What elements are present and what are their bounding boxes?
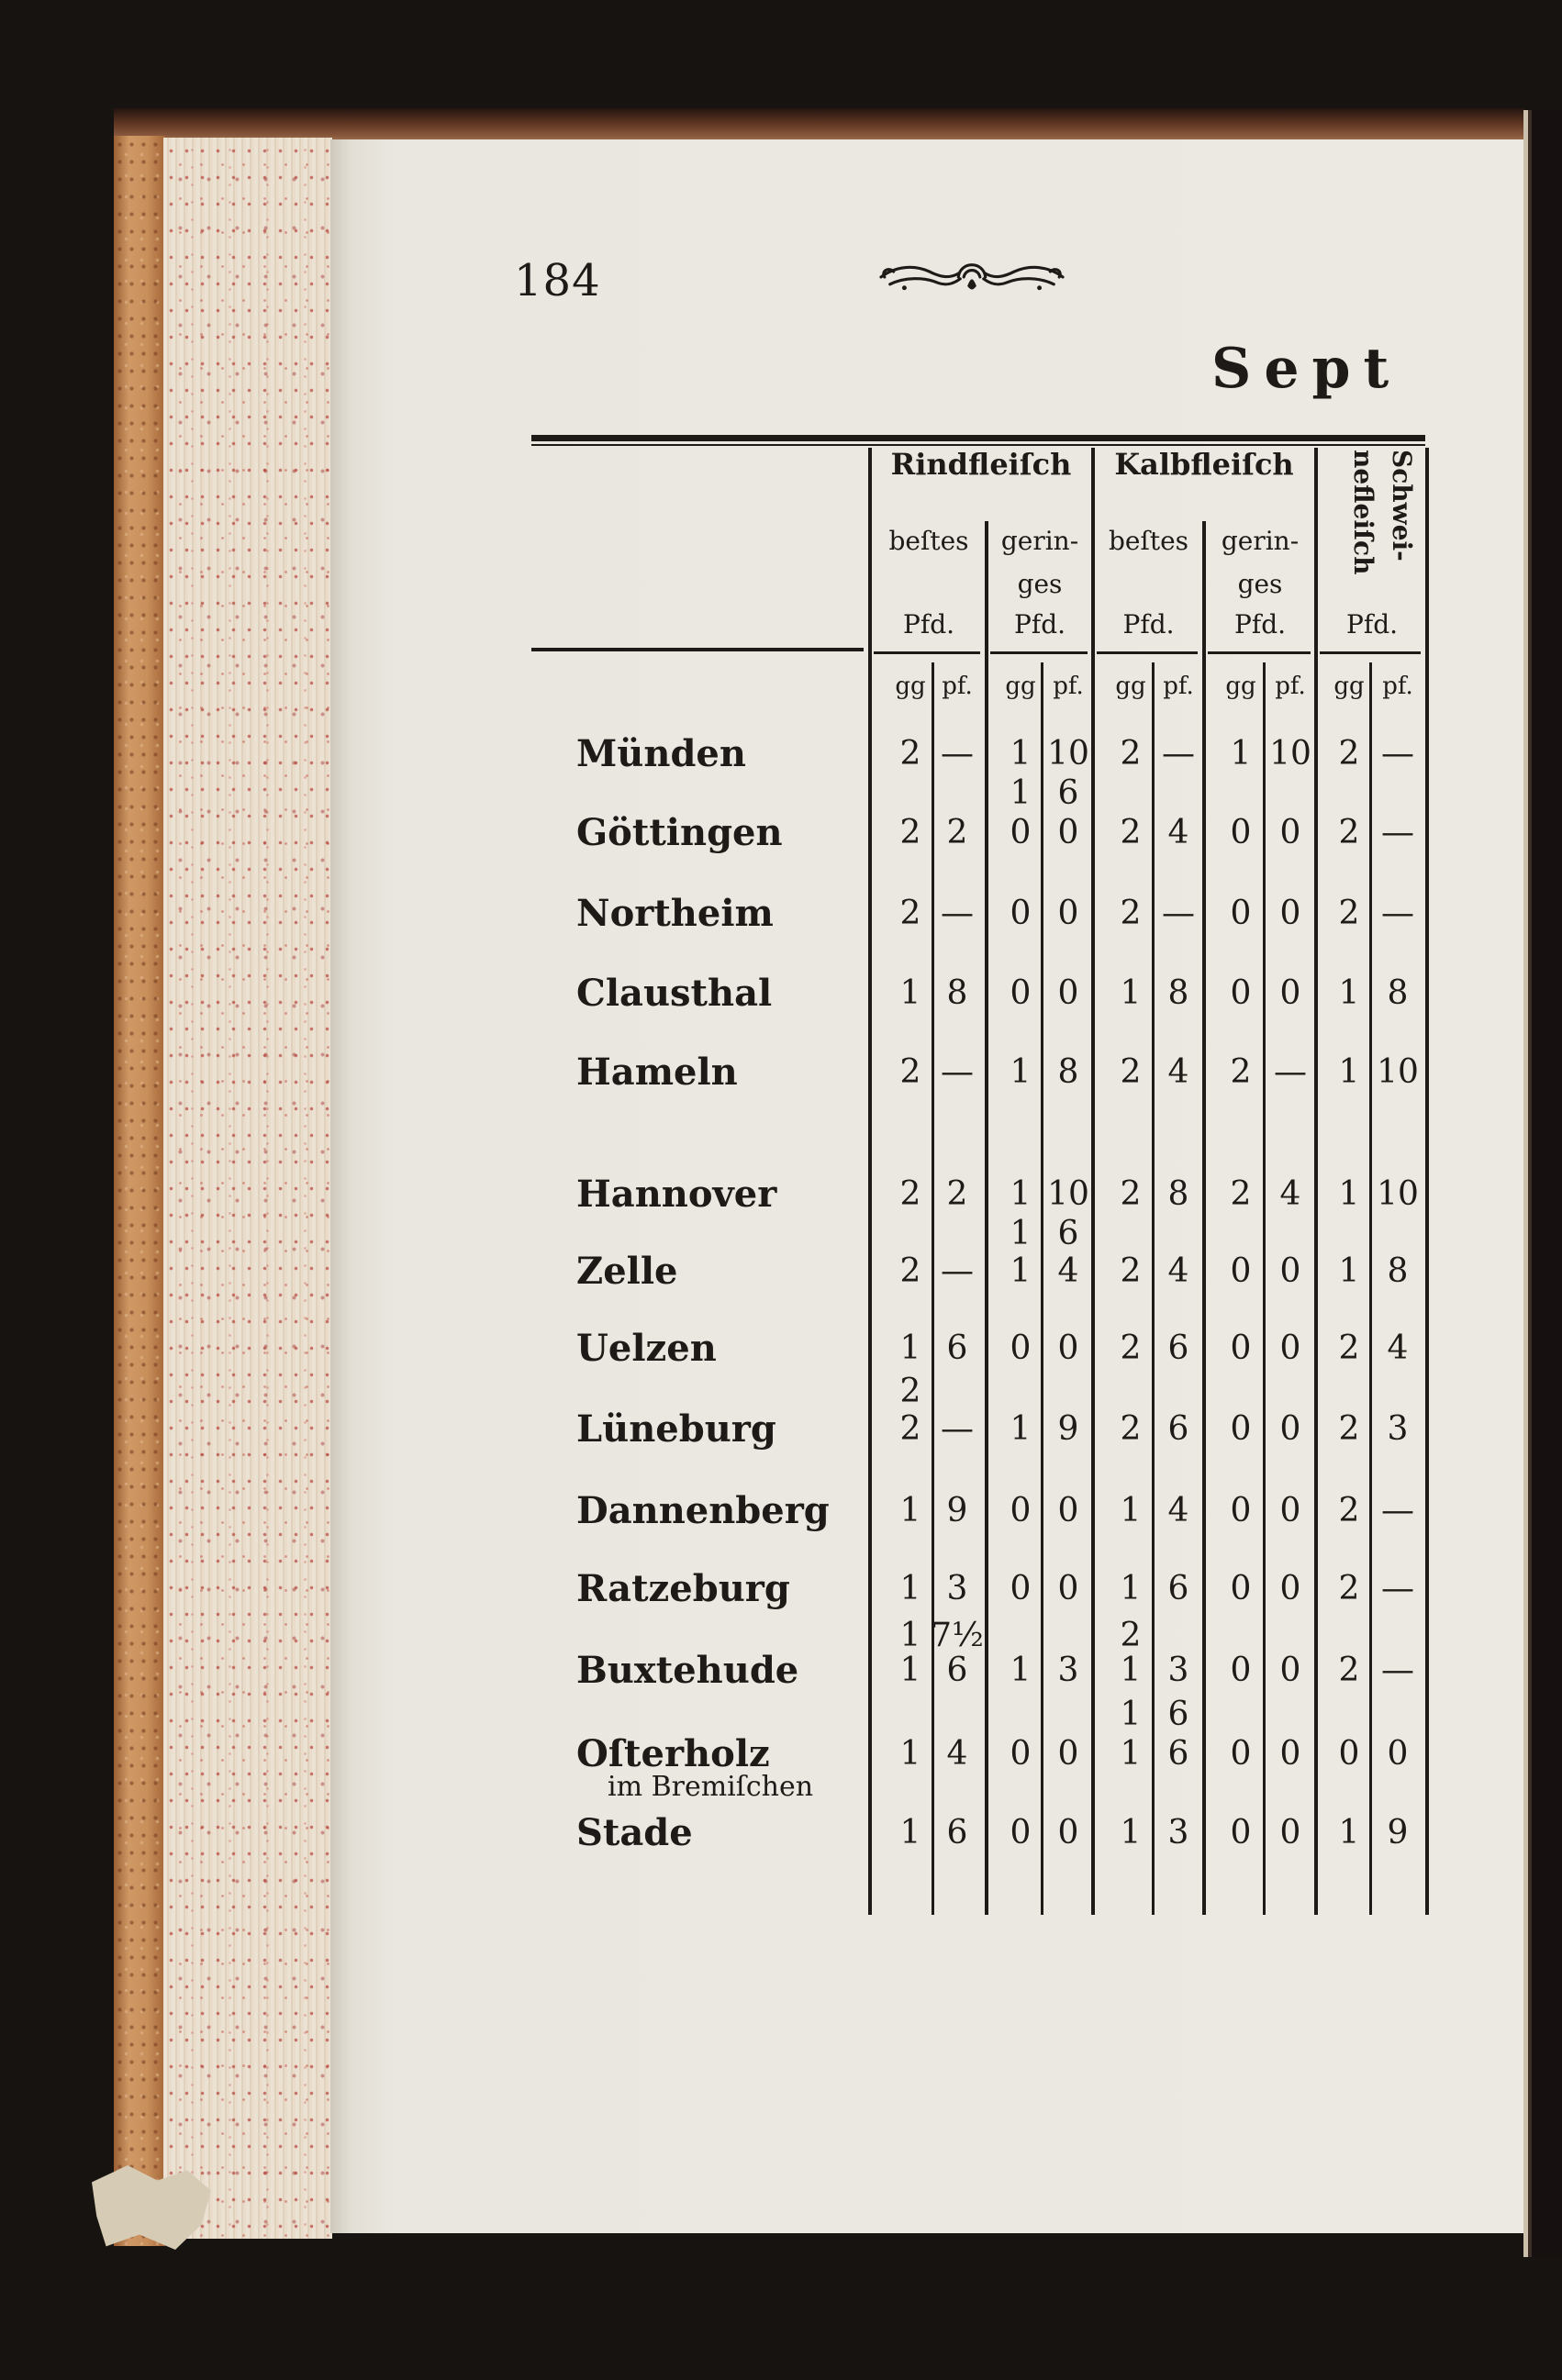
group-header-line: nefleiſch xyxy=(1348,450,1378,575)
table-row xyxy=(551,732,1432,776)
column-header-unit: Pfd. xyxy=(1122,609,1175,639)
price-gg-cell: 2 xyxy=(899,1410,921,1448)
column-header-label: gerin- xyxy=(1221,526,1300,556)
town-name: Hannover xyxy=(576,1173,777,1216)
price-pf-cell: 0 xyxy=(1057,1570,1079,1607)
price-pf-cell: 0 xyxy=(1057,1735,1079,1773)
price-gg-cell: 0 xyxy=(1010,1329,1032,1367)
town-name-note: im Bremiſchen xyxy=(608,1771,814,1803)
price-gg-cell: 2 xyxy=(899,1175,921,1213)
price-pf-cell: — xyxy=(1381,1652,1414,1689)
price-pf-cell: 0 xyxy=(1279,1329,1301,1367)
price-pf-cell: 0 xyxy=(1279,1410,1301,1448)
column-header-label-cont: ges xyxy=(1237,569,1283,599)
subunit-gg: gg xyxy=(1115,673,1146,700)
column-header-label: gerin- xyxy=(1000,526,1079,556)
town-name: Northeim xyxy=(576,892,774,935)
book-top-edge xyxy=(114,108,1525,141)
price-pf-cell: 8 xyxy=(1057,1053,1079,1091)
table-row xyxy=(551,892,1432,936)
price-pf-cell: — xyxy=(1381,735,1414,773)
header-underline xyxy=(990,651,1088,654)
price-gg-cell: 2 xyxy=(1338,735,1360,773)
price-pf-cell: 0 xyxy=(1057,974,1079,1012)
price-gg-cell: 2 xyxy=(899,1053,921,1091)
price-gg-cell: 0 xyxy=(1010,814,1032,851)
price-gg-cell: 1 xyxy=(1120,1652,1142,1689)
price-pf-cell: — xyxy=(941,735,974,773)
price-gg-cell: 1 xyxy=(1010,1652,1032,1689)
price-pf-cell: 9 xyxy=(1387,1814,1409,1852)
price-pf-cell: 3 xyxy=(946,1570,968,1607)
price-gg-cell: 1 xyxy=(1010,735,1032,773)
price-pf-cell: 0 xyxy=(1279,895,1301,932)
subunit-pf: pf. xyxy=(1382,673,1413,700)
price-gg-cell: 2 xyxy=(1120,895,1142,932)
price-gg-cell: 1 xyxy=(1010,1410,1032,1448)
price-gg-cell: 1 xyxy=(1338,1053,1360,1091)
price-gg-cell: 2 xyxy=(1338,1492,1360,1529)
subunit-pf: pf. xyxy=(1053,673,1084,700)
price-pf-cell: 10 xyxy=(1269,735,1311,773)
price-pf-cell: — xyxy=(1274,1053,1307,1091)
price-pf-cell: 6 xyxy=(1167,1696,1189,1733)
table-row xyxy=(551,1649,1432,1693)
price-gg-cell: 0 xyxy=(1230,1252,1252,1290)
table-row xyxy=(551,1327,1432,1371)
price-pf-cell: 3 xyxy=(1387,1410,1409,1448)
town-name: Buxtehude xyxy=(576,1649,799,1692)
price-pf-cell: 8 xyxy=(1387,1252,1409,1290)
price-gg-cell: 2 xyxy=(1338,814,1360,851)
price-gg-cell: 1 xyxy=(1010,1252,1032,1290)
price-gg-cell: 2 xyxy=(1120,1252,1142,1290)
price-gg-cell: 1 xyxy=(899,1814,921,1852)
price-gg-cell: 2 xyxy=(1338,895,1360,932)
running-head: Sept xyxy=(1211,337,1402,401)
price-gg-cell: 1 xyxy=(1120,1570,1142,1607)
price-gg-cell: 0 xyxy=(1010,1814,1032,1852)
page-number: 184 xyxy=(514,255,601,306)
price-gg-cell: 0 xyxy=(1230,974,1252,1012)
price-pf-cell: — xyxy=(941,1252,974,1290)
column-header-label: beſtes xyxy=(888,526,969,556)
column-header-unit: Pfd. xyxy=(1233,609,1287,639)
group-header-kalbfleisch: Kalbfleiſch xyxy=(1114,447,1294,482)
price-gg-cell: 1 xyxy=(1010,774,1032,812)
table-row xyxy=(551,1173,1432,1217)
price-gg-cell: 0 xyxy=(1230,1329,1252,1367)
price-gg-cell: 1 xyxy=(1120,974,1142,1012)
price-pf-cell: 8 xyxy=(1167,974,1189,1012)
price-pf-cell: 0 xyxy=(1279,1570,1301,1607)
price-pf-cell: 6 xyxy=(1167,1735,1189,1773)
table-row xyxy=(551,1732,1432,1803)
town-column-header-rule xyxy=(531,648,864,651)
table-row xyxy=(551,1693,1432,1737)
price-gg-cell: 0 xyxy=(1338,1735,1360,1773)
price-gg-cell: 0 xyxy=(1010,1492,1032,1529)
price-pf-cell: 0 xyxy=(1057,1492,1079,1529)
price-gg-cell: 1 xyxy=(1120,1814,1142,1852)
subunit-gg: gg xyxy=(895,673,926,700)
town-name: Münden xyxy=(576,732,746,775)
price-gg-cell: 2 xyxy=(899,895,921,932)
price-gg-cell: 0 xyxy=(1010,974,1032,1012)
printer-ornament-icon xyxy=(877,250,1066,301)
book-page-edges xyxy=(163,138,332,2239)
group-header-line: Schwei- xyxy=(1387,450,1417,562)
price-gg-cell: 1 xyxy=(1010,1175,1032,1213)
price-gg-cell: 0 xyxy=(1230,1814,1252,1852)
price-pf-cell: 2 xyxy=(946,814,968,851)
price-gg-cell: 2 xyxy=(1338,1410,1360,1448)
price-gg-cell: 2 xyxy=(1338,1652,1360,1689)
price-gg-cell: 0 xyxy=(1230,814,1252,851)
price-pf-cell: 3 xyxy=(1167,1814,1189,1852)
table-top-rule xyxy=(531,435,1425,441)
price-gg-cell: 0 xyxy=(1230,1410,1252,1448)
price-pf-cell: 0 xyxy=(1279,1492,1301,1529)
price-pf-cell: 8 xyxy=(946,974,968,1012)
price-gg-cell: 0 xyxy=(1010,1735,1032,1773)
price-pf-cell: 0 xyxy=(1387,1735,1409,1773)
price-gg-cell: 2 xyxy=(1120,1617,1142,1654)
price-pf-cell: 6 xyxy=(1057,1215,1079,1252)
price-pf-cell: — xyxy=(1381,814,1414,851)
town-name: Ratzeburg xyxy=(576,1567,790,1610)
town-name: Stade xyxy=(576,1811,693,1854)
price-pf-cell: — xyxy=(1381,895,1414,932)
price-pf-cell: 0 xyxy=(1057,1329,1079,1367)
subunit-gg: gg xyxy=(1005,673,1036,700)
price-pf-cell: 9 xyxy=(1057,1410,1079,1448)
price-pf-cell: — xyxy=(941,1410,974,1448)
table-row xyxy=(551,972,1432,1016)
price-pf-cell: 8 xyxy=(1167,1175,1189,1213)
price-pf-cell: 0 xyxy=(1057,895,1079,932)
price-gg-cell: 2 xyxy=(1120,735,1142,773)
town-name: Lüneburg xyxy=(576,1407,776,1451)
price-pf-cell: 6 xyxy=(946,1652,968,1689)
price-pf-cell: 6 xyxy=(1167,1329,1189,1367)
price-gg-cell: 2 xyxy=(1120,1053,1142,1091)
price-gg-cell: 2 xyxy=(1230,1175,1252,1213)
price-gg-cell: 1 xyxy=(1010,1053,1032,1091)
column-header-unit: Pfd. xyxy=(1013,609,1066,639)
price-gg-cell: 1 xyxy=(1010,1215,1032,1252)
price-gg-cell: 0 xyxy=(1230,1735,1252,1773)
town-name: Uelzen xyxy=(576,1327,717,1370)
subunit-gg: gg xyxy=(1225,673,1256,700)
table-row xyxy=(551,1489,1432,1533)
price-pf-cell: 10 xyxy=(1047,1175,1089,1213)
price-gg-cell: 2 xyxy=(1120,1175,1142,1213)
table-row xyxy=(551,1051,1432,1095)
price-gg-cell: 0 xyxy=(1230,1570,1252,1607)
town-name: Dannenberg xyxy=(576,1489,830,1532)
price-gg-cell: 0 xyxy=(1230,1492,1252,1529)
price-pf-cell: 3 xyxy=(1167,1652,1189,1689)
price-pf-cell: 9 xyxy=(946,1492,968,1529)
price-pf-cell: 4 xyxy=(1167,1492,1189,1529)
table-row xyxy=(551,1407,1432,1451)
subunit-gg: gg xyxy=(1333,673,1365,700)
table-row xyxy=(551,1250,1432,1294)
price-gg-cell: 1 xyxy=(1338,1175,1360,1213)
price-pf-cell: 0 xyxy=(1279,1652,1301,1689)
price-gg-cell: 2 xyxy=(1338,1329,1360,1367)
price-gg-cell: 1 xyxy=(899,974,921,1012)
price-pf-cell: 4 xyxy=(1167,814,1189,851)
price-pf-cell: 6 xyxy=(1057,774,1079,812)
price-gg-cell: 0 xyxy=(1230,1652,1252,1689)
price-pf-cell: 10 xyxy=(1377,1053,1419,1091)
price-pf-cell: 6 xyxy=(946,1814,968,1852)
price-gg-cell: 1 xyxy=(1338,1814,1360,1852)
price-gg-cell: 2 xyxy=(899,735,921,773)
price-pf-cell: 6 xyxy=(1167,1410,1189,1448)
price-pf-cell: 4 xyxy=(1167,1252,1189,1290)
header-underline xyxy=(1208,651,1311,654)
price-pf-cell: 4 xyxy=(1387,1329,1409,1367)
price-pf-cell: — xyxy=(1381,1570,1414,1607)
price-gg-cell: 1 xyxy=(1120,1492,1142,1529)
price-gg-cell: 2 xyxy=(899,814,921,851)
book-binding-edge xyxy=(1523,110,1562,2257)
price-gg-cell: 2 xyxy=(1120,1329,1142,1367)
price-pf-cell: 0 xyxy=(1279,1735,1301,1773)
price-gg-cell: 1 xyxy=(1338,974,1360,1012)
subunit-pf: pf. xyxy=(1163,673,1194,700)
column-header-unit: Pfd. xyxy=(1345,609,1399,639)
price-pf-cell: 0 xyxy=(1279,1814,1301,1852)
price-gg-cell: 1 xyxy=(1120,1696,1142,1733)
group-header-schweinefleisch xyxy=(1322,450,1421,596)
price-pf-cell: 0 xyxy=(1057,814,1079,851)
price-pf-cell: 6 xyxy=(946,1329,968,1367)
town-name: Oſterholz xyxy=(576,1732,770,1775)
header-underline xyxy=(1320,651,1421,654)
table-row xyxy=(551,811,1432,855)
price-pf-cell: 0 xyxy=(1279,814,1301,851)
town-name: Hameln xyxy=(576,1051,738,1094)
price-pf-cell: 4 xyxy=(1057,1252,1079,1290)
price-pf-cell: 10 xyxy=(1377,1175,1419,1213)
price-pf-cell: 6 xyxy=(1167,1570,1189,1607)
price-pf-cell: — xyxy=(1162,895,1195,932)
price-gg-cell: 0 xyxy=(1010,1570,1032,1607)
price-gg-cell: 2 xyxy=(1120,1410,1142,1448)
price-pf-cell: 0 xyxy=(1057,1814,1079,1852)
price-gg-cell: 0 xyxy=(1010,895,1032,932)
column-header-label: beſtes xyxy=(1108,526,1189,556)
price-gg-cell: 0 xyxy=(1230,895,1252,932)
price-pf-cell: 8 xyxy=(1387,974,1409,1012)
table-row xyxy=(551,1811,1432,1855)
price-pf-cell: 0 xyxy=(1279,974,1301,1012)
price-gg-cell: 1 xyxy=(1230,735,1252,773)
price-pf-cell: 0 xyxy=(1279,1252,1301,1290)
price-pf-cell: 2 xyxy=(946,1175,968,1213)
price-gg-cell: 1 xyxy=(1338,1252,1360,1290)
price-pf-cell: 4 xyxy=(946,1735,968,1773)
price-pf-cell: — xyxy=(941,1053,974,1091)
table-row xyxy=(551,772,1432,816)
price-gg-cell: 1 xyxy=(899,1652,921,1689)
price-gg-cell: 1 xyxy=(1120,1735,1142,1773)
price-gg-cell: 1 xyxy=(899,1617,921,1654)
header-underline xyxy=(1097,651,1198,654)
price-pf-cell: — xyxy=(941,895,974,932)
group-header-rindfleisch: Rindfleiſch xyxy=(890,447,1072,482)
price-gg-cell: 1 xyxy=(899,1735,921,1773)
town-name: Göttingen xyxy=(576,811,783,854)
price-gg-cell: 2 xyxy=(1230,1053,1252,1091)
column-header-label-cont: ges xyxy=(1017,569,1063,599)
price-pf-cell: — xyxy=(1162,735,1195,773)
subunit-pf: pf. xyxy=(1275,673,1306,700)
book-cover-edge xyxy=(114,136,165,2246)
price-pf-cell: 4 xyxy=(1279,1175,1301,1213)
price-pf-cell: 3 xyxy=(1057,1652,1079,1689)
price-gg-cell: 2 xyxy=(899,1252,921,1290)
price-gg-cell: 1 xyxy=(899,1492,921,1529)
price-gg-cell: 1 xyxy=(899,1329,921,1367)
price-pf-cell: 4 xyxy=(1167,1053,1189,1091)
header-underline xyxy=(874,651,980,654)
price-pf-cell: 7½ xyxy=(931,1617,984,1654)
town-name: Zelle xyxy=(576,1250,678,1293)
price-gg-cell: 2 xyxy=(1338,1570,1360,1607)
price-pf-cell: 10 xyxy=(1047,735,1089,773)
table-row xyxy=(551,1567,1432,1611)
subunit-pf: pf. xyxy=(942,673,973,700)
price-gg-cell: 1 xyxy=(899,1570,921,1607)
town-name: Clausthal xyxy=(576,972,773,1015)
price-pf-cell: — xyxy=(1381,1492,1414,1529)
column-header-unit: Pfd. xyxy=(902,609,955,639)
price-gg-cell: 2 xyxy=(1120,814,1142,851)
price-gg-cell: 2 xyxy=(899,1373,921,1410)
